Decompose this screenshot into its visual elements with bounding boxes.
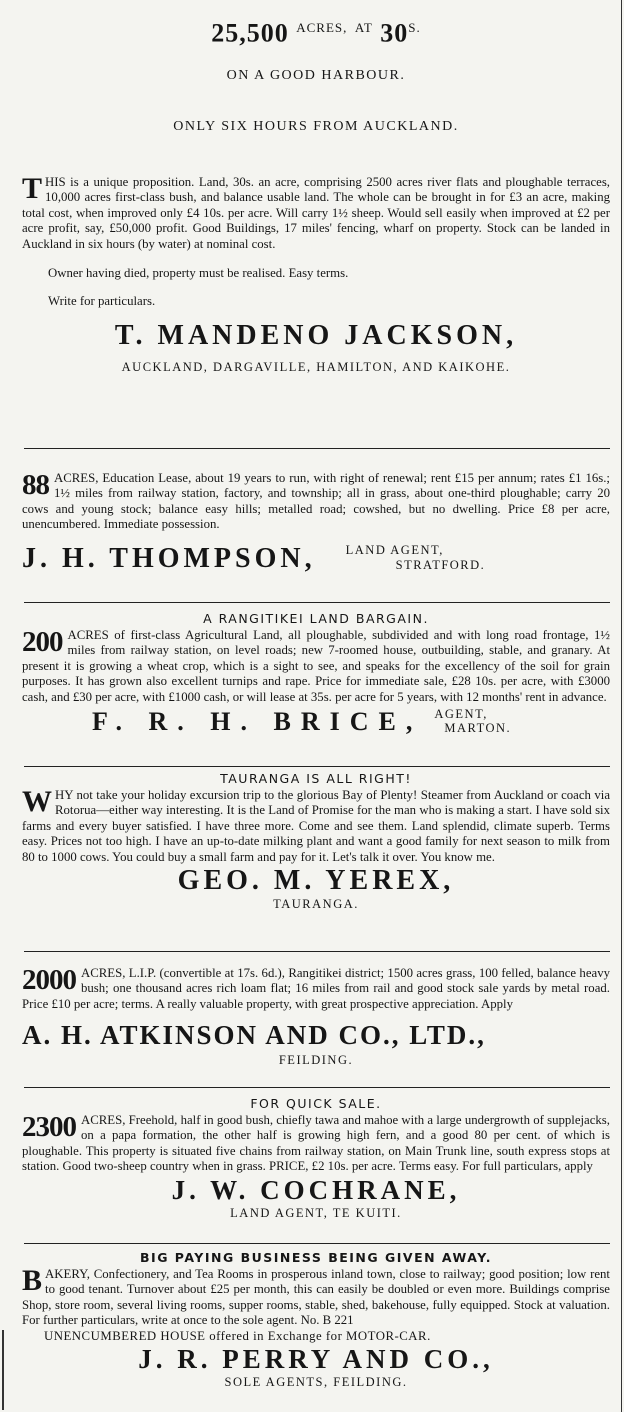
advert-body [22,628,610,705]
body-text: AKERY, Confectionery, and Tea Rooms in prosperous inland town, close to railway; good position; low rent to good tenant. Turnover about £25 per month, this can easily be doubled or even more. Buildings comprise Shop, store room, several living rooms, supper rooms, stable, shed, bakehouse, fully equipped. Stock at valuation. For further particulars, write at once to the sole agent. No. B 221 [22,1267,610,1328]
acreage-number: 2300 [22,1111,76,1143]
advert-thompson [22,449,610,602]
advert-heading: TAURANGA IS ALL RIGHT! [220,771,412,786]
agent-town: SOLE AGENTS, FEILDING. [224,1375,408,1390]
acreage-number: 88 [22,469,49,501]
headline-acres-word: ACRES, [296,20,348,35]
column-rule-left [2,1330,4,1410]
agent-title [346,543,486,573]
agent-town: TAURANGA. [273,897,359,912]
headline-at-word: AT [354,20,373,35]
drop-cap: T [22,172,43,205]
agent-town: MARTON. [444,721,512,736]
agent-block [22,707,610,737]
advert-heading: A RANGITIKEI LAND BARGAIN. [203,611,429,626]
agent-name: J. H. THOMPSON, [22,542,316,574]
drop-cap: B [22,1264,43,1297]
advert-heading: FOR QUICK SALE. [250,1096,382,1111]
advert-brice [22,603,610,766]
advert-cochrane [22,1088,610,1243]
body-line-write: Write for particulars. [48,294,156,309]
column-rule-right [621,0,622,1412]
body-text: ACRES of first-class Agricultural Land, all ploughable, subdivided and with long road frontage, 1½ miles from railway station, on level roads; new 7-roomed house, outbuilding, stable, and granary. At present it is growing a wheat crop, which is a sight to see, and speaks for the excellency of the soil for grain purposes. It has grown also excellent turnips and rape. Price for immediate sale, £28 10s. per acre, with £3000 cash, and £30 per acre, with £1000 cash, or will lease at 35s. per acre for 5 years, with 12 months' rent in advance. [22,628,610,704]
agent-name: T. MANDENO JACKSON, [114,319,518,351]
agent-town: LAND AGENT, TE KUITI. [230,1205,402,1220]
advert-body [22,1113,610,1175]
body-text: ACRES, Freehold, half in good bush, chiefly tawa and mahoe with a large undergrowth of supplejacks, on a papa formation, the other half is growing high fern, and a good 80 per cent. of which is ploughable. This property is situated five chains from railway station, on Main Trunk line, south express stops at station. Good two-sheep country when in grass. PRICE, £2 10s. per acre. Terms easy. For full particulars, apply [22,1113,610,1174]
advert-body [22,785,610,865]
exchange-line: UNENCUMBERED HOUSE offered in Exchange for MOTOR-CAR. [44,1328,431,1343]
advert-atkinson [22,952,610,1087]
body-text: HIS is a unique proposition. Land, 30s. an acre, comprising 2500 acres river flats and ploughable terraces, 10,000 acres first-class bush, and balance usable land. The whole can be brought in for £3 an acre, making total cost, when improved only £4 10s. per acre. Will carry 1½ sheep. Would sell easily when improved at £2 per acre profit, say, £50,000 profit. Good Buildings, 17 miles' fencing, wharf on property. Stock can be landed in Auckland in six hours (by water) at nominal cost. [22,175,610,251]
agent-name: GEO. M. YEREX, [177,865,455,897]
agent-locations: AUCKLAND, DARGAVILLE, HAMILTON, AND KAIKOHE. [121,359,511,374]
advert-heading: BIG PAYING BUSINESS BEING GIVEN AWAY. [140,1250,492,1265]
subhead-harbour: ON A GOOD HARBOUR. [226,68,406,83]
advertisements-column [22,0,610,1399]
acreage-number: 2000 [22,964,76,996]
body-line-owner: Owner having died, property must be realised. Easy terms. [48,266,349,281]
agent-title-line: LAND AGENT, [345,542,444,557]
advert-body [22,966,610,1012]
headline-shillings: S. [408,20,421,35]
subhead-auckland: ONLY SIX HOURS FROM AUCKLAND. [173,119,459,134]
drop-cap: W [22,785,52,818]
advert-mandeno-jackson [22,8,610,448]
headline-price: 30 [380,18,409,48]
headline [22,8,610,48]
agent-name: F. R. H. BRICE, [92,707,423,737]
body-text: ACRES, L.I.P. (convertible at 17s. 6d.), Rangitikei district; 1500 acres grass, 100 felled, balance heavy bush; one thousand acres rich loam flat; 16 miles from rail and good stock sale yards by metal road. Price £10 per acre; terms. A really valuable property, with great prospective appreciation. Apply [22,966,610,1011]
acreage-number: 200 [22,626,63,658]
agent-block [22,543,610,575]
agent-title-line: AGENT, [434,707,488,722]
body-text: ACRES, Education Lease, about 19 years to run, with right of renewal; rent £15 per annum; rates £1 16s.; 1½ miles from railway station, factory, and township; all in grass, about one-third ploughable; carry 20 cows and young stock; balance easy hills; metalled road; cowshed, but no dwelling. Price £8 per acre, unencumbered. Immediate possession. [22,471,610,532]
agent-name: J. W. COCHRANE, [171,1174,461,1205]
agent-name: J. R. PERRY AND CO., [138,1344,494,1375]
agent-town: FEILDING. [278,1053,354,1068]
agent-town: STRATFORD. [395,557,486,572]
advert-body [22,172,610,252]
advert-yerex [22,767,610,951]
body-text: HY not take your holiday excursion trip to the glorious Bay of Plenty! Steamer from Auckland or coach via Rotorua—either way interesting. It is the Land of Promise for the man who is making a start. I have sold six farms and every buyer satisfied. I have three more. Come and see them. Land splendid, climate superb. Terms easy. Prices not too high. I have an up-to-date milking plant and want a good family for next season to milk from 80 to 1000 cows. You could buy a small farm and pay for it. Let's talk it over. You know me. [22,788,610,864]
headline-acreage: 25,500 [211,18,289,48]
agent-name: A. H. ATKINSON AND CO., LTD., [22,1020,486,1051]
advert-perry [22,1244,610,1399]
advert-body [22,1264,610,1329]
advert-body [22,471,610,533]
agent-title [434,707,511,735]
